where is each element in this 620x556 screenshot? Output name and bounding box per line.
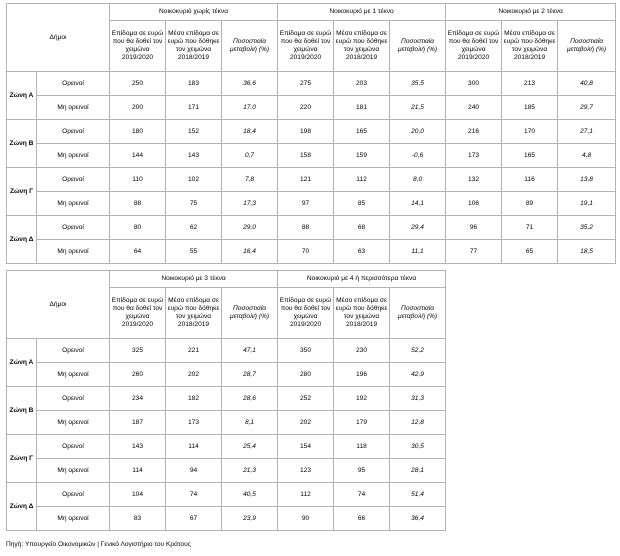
area-type-label: Μη ορεινοί xyxy=(37,240,110,264)
subsidy-value: 112 xyxy=(278,483,334,507)
percent-change-value: 29,7 xyxy=(558,96,616,120)
zone-label: Ζώνη Α xyxy=(7,72,37,120)
subsidy-value: 80 xyxy=(110,216,166,240)
table-row xyxy=(7,459,446,483)
subsidy-value: 154 xyxy=(278,435,334,459)
percent-change-value: 20,0 xyxy=(390,120,446,144)
subsidy-value: 280 xyxy=(278,363,334,387)
subsidy-value: 170 xyxy=(502,120,558,144)
table-1-body xyxy=(7,4,616,264)
zone-label: Ζώνη Δ xyxy=(7,216,37,264)
subsidy-value: 158 xyxy=(278,144,334,168)
subsidy-value: 110 xyxy=(110,168,166,192)
subsidy-value: 203 xyxy=(334,72,390,96)
subsidy-value: 63 xyxy=(334,240,390,264)
percent-change-value: 18,5 xyxy=(558,240,616,264)
percent-change-value: 51,4 xyxy=(390,483,446,507)
percent-change-value: -0,6 xyxy=(390,144,446,168)
subsidy-value: 104 xyxy=(110,483,166,507)
household-group-header: Νοικοκυριό με 3 τέκνα xyxy=(110,271,278,288)
area-type-label: Ορεινοί xyxy=(37,339,110,363)
subsidy-value: 350 xyxy=(278,339,334,363)
subsidy-value: 143 xyxy=(110,435,166,459)
percent-change-value: 35,2 xyxy=(558,216,616,240)
header-percent-change: Ποσοστιαία μεταβολή (%) xyxy=(390,288,446,339)
area-type-label: Μη ορεινοί xyxy=(37,144,110,168)
percent-change-value: 29,4 xyxy=(390,216,446,240)
subsidy-value: 152 xyxy=(166,120,222,144)
table-row xyxy=(7,363,446,387)
table-row xyxy=(7,192,616,216)
percent-change-value: 30,5 xyxy=(390,435,446,459)
percent-change-value: 28,7 xyxy=(222,363,278,387)
percent-change-value: 29,0 xyxy=(222,216,278,240)
header-current-subsidy: Επίδομα σε ευρώ που θα δοθεί τον χειμώνα 2019/2020 xyxy=(278,21,334,72)
header-current-subsidy: Επίδομα σε ευρώ που θα δοθεί τον χειμώνα 2019/2020 xyxy=(278,288,334,339)
subsidy-value: 250 xyxy=(110,72,166,96)
percent-change-value: 14,1 xyxy=(390,192,446,216)
area-type-label: Μη ορεινοί xyxy=(37,96,110,120)
corner-label: Δήμοι xyxy=(7,271,110,339)
subsidy-value: 74 xyxy=(334,483,390,507)
percent-change-value: 28,6 xyxy=(222,387,278,411)
percent-change-value: 40,8 xyxy=(558,72,616,96)
subsidy-value: 181 xyxy=(334,96,390,120)
subsidy-value: 325 xyxy=(110,339,166,363)
subsidy-table-2 xyxy=(6,270,446,531)
percent-change-value: 36,4 xyxy=(390,507,446,531)
subsidy-value: 216 xyxy=(446,120,502,144)
subsidy-value: 114 xyxy=(110,459,166,483)
subsidy-value: 106 xyxy=(446,192,502,216)
household-group-header: Νοικοκυριό χωρίς τέκνα xyxy=(110,4,278,21)
subsidy-value: 202 xyxy=(166,363,222,387)
area-type-label: Ορεινοί xyxy=(37,216,110,240)
percent-change-value: 11,1 xyxy=(390,240,446,264)
subsidy-value: 96 xyxy=(446,216,502,240)
percent-change-value: 31,3 xyxy=(390,387,446,411)
subsidy-value: 121 xyxy=(278,168,334,192)
subsidy-value: 66 xyxy=(334,507,390,531)
percent-change-value: 16,4 xyxy=(222,240,278,264)
subsidy-value: 230 xyxy=(334,339,390,363)
source-note: Πηγή: Υπουργείο Οικονομικών | Γενικό Λογιστήριο του Κράτους xyxy=(6,541,191,548)
subsidy-value: 192 xyxy=(334,387,390,411)
subsidy-value: 183 xyxy=(166,72,222,96)
subsidy-value: 85 xyxy=(334,192,390,216)
percent-change-value: 4,8 xyxy=(558,144,616,168)
subsidy-value: 240 xyxy=(446,96,502,120)
subsidy-value: 71 xyxy=(502,216,558,240)
subsidy-value: 180 xyxy=(110,120,166,144)
subsidy-value: 74 xyxy=(166,483,222,507)
percent-change-value: 21,5 xyxy=(390,96,446,120)
percent-change-value: 28,1 xyxy=(390,459,446,483)
table-row xyxy=(7,144,616,168)
percent-change-value: 17,3 xyxy=(222,192,278,216)
subsidy-value: 95 xyxy=(334,459,390,483)
header-previous-subsidy: Μέσο επίδομα σε ευρώ που δόθηκε τον χειμώνα 2018/2019 xyxy=(502,21,558,72)
percent-change-value: 52,2 xyxy=(390,339,446,363)
percent-change-value: 12,8 xyxy=(390,411,446,435)
percent-change-value: 0,7 xyxy=(222,144,278,168)
header-percent-change: Ποσοστιαία μεταβολή (%) xyxy=(222,288,278,339)
area-type-label: Ορεινοί xyxy=(37,168,110,192)
subsidy-value: 165 xyxy=(502,144,558,168)
percent-change-value: 18,4 xyxy=(222,120,278,144)
table-row xyxy=(7,435,446,459)
percent-change-value: 19,1 xyxy=(558,192,616,216)
header-current-subsidy: Επίδομα σε ευρώ που θα δοθεί τον χειμώνα 2019/2020 xyxy=(110,21,166,72)
percent-change-value: 40,5 xyxy=(222,483,278,507)
subsidy-table-1 xyxy=(6,3,616,264)
subsidy-value: 144 xyxy=(110,144,166,168)
subsidy-value: 173 xyxy=(166,411,222,435)
subsidy-value: 88 xyxy=(110,192,166,216)
percent-change-value: 8,1 xyxy=(222,411,278,435)
subsidy-value: 171 xyxy=(166,96,222,120)
corner-label: Δήμοι xyxy=(7,4,110,72)
table-row xyxy=(7,240,616,264)
zone-label: Ζώνη Γ xyxy=(7,435,37,483)
subsidy-value: 200 xyxy=(110,96,166,120)
subsidy-value: 182 xyxy=(166,387,222,411)
zone-label: Ζώνη Γ xyxy=(7,168,37,216)
subsidy-value: 83 xyxy=(110,507,166,531)
zone-label: Ζώνη Β xyxy=(7,120,37,168)
percent-change-value: 8,0 xyxy=(390,168,446,192)
percent-change-value: 17,0 xyxy=(222,96,278,120)
percent-change-value: 27,1 xyxy=(558,120,616,144)
subsidy-value: 90 xyxy=(278,507,334,531)
header-percent-change: Ποσοστιαία μεταβολή (%) xyxy=(222,21,278,72)
percent-change-value: 47,1 xyxy=(222,339,278,363)
area-type-label: Ορεινοί xyxy=(37,483,110,507)
header-previous-subsidy: Μέσο επίδομα σε ευρώ που δόθηκε τον χειμώνα 2018/2019 xyxy=(334,288,390,339)
subsidy-value: 116 xyxy=(502,168,558,192)
subsidy-value: 165 xyxy=(334,120,390,144)
household-group-header: Νοικοκυριό με 4 ή περισσότερα τέκνα xyxy=(278,271,446,288)
subsidy-value: 179 xyxy=(334,411,390,435)
subsidy-value: 75 xyxy=(166,192,222,216)
header-previous-subsidy: Μέσο επίδομα σε ευρώ που δόθηκε τον χειμώνα 2018/2019 xyxy=(166,288,222,339)
table-row xyxy=(7,483,446,507)
zone-label: Ζώνη Α xyxy=(7,339,37,387)
percent-change-value: 35,5 xyxy=(390,72,446,96)
percent-change-value: 36,6 xyxy=(222,72,278,96)
subsidy-value: 55 xyxy=(166,240,222,264)
table-2-body xyxy=(7,271,446,531)
subsidy-value: 118 xyxy=(334,435,390,459)
percent-change-value: 13,8 xyxy=(558,168,616,192)
area-type-label: Ορεινοί xyxy=(37,387,110,411)
subsidy-value: 114 xyxy=(166,435,222,459)
percent-change-value: 7,8 xyxy=(222,168,278,192)
table-row xyxy=(7,507,446,531)
subsidy-value: 300 xyxy=(446,72,502,96)
percent-change-value: 21,3 xyxy=(222,459,278,483)
table-row xyxy=(7,411,446,435)
subsidy-value: 173 xyxy=(446,144,502,168)
table-row xyxy=(7,120,616,144)
subsidy-value: 187 xyxy=(110,411,166,435)
area-type-label: Ορεινοί xyxy=(37,120,110,144)
table-row xyxy=(7,96,616,120)
header-previous-subsidy: Μέσο επίδομα σε ευρώ που δόθηκε τον χειμώνα 2018/2019 xyxy=(166,21,222,72)
area-type-label: Μη ορεινοί xyxy=(37,411,110,435)
subsidy-value: 202 xyxy=(278,411,334,435)
subsidy-value: 213 xyxy=(502,72,558,96)
header-percent-change: Ποσοστιαία μεταβολή (%) xyxy=(390,21,446,72)
table-row xyxy=(7,72,616,96)
subsidy-value: 67 xyxy=(166,507,222,531)
household-group-header: Νοικοκυριό με 1 τέκνο xyxy=(278,4,446,21)
table-row xyxy=(7,387,446,411)
subsidy-value: 65 xyxy=(502,240,558,264)
area-type-label: Μη ορεινοί xyxy=(37,363,110,387)
area-type-label: Ορεινοί xyxy=(37,435,110,459)
subsidy-value: 64 xyxy=(110,240,166,264)
subsidy-value: 70 xyxy=(278,240,334,264)
percent-change-value: 42,9 xyxy=(390,363,446,387)
subsidy-value: 102 xyxy=(166,168,222,192)
subsidy-value: 275 xyxy=(278,72,334,96)
table-row xyxy=(7,168,616,192)
household-group-header: Νοικοκυριό με 2 τέκνα xyxy=(446,4,616,21)
header-current-subsidy: Επίδομα σε ευρώ που θα δοθεί τον χειμώνα 2019/2020 xyxy=(446,21,502,72)
subsidy-value: 221 xyxy=(166,339,222,363)
header-percent-change: Ποσοστιαία μεταβολή (%) xyxy=(558,21,616,72)
subsidy-value: 260 xyxy=(110,363,166,387)
area-type-label: Μη ορεινοί xyxy=(37,192,110,216)
subsidy-value: 234 xyxy=(110,387,166,411)
subsidy-value: 198 xyxy=(278,120,334,144)
subsidy-value: 97 xyxy=(278,192,334,216)
subsidy-value: 88 xyxy=(278,216,334,240)
header-previous-subsidy: Μέσο επίδομα σε ευρώ που δόθηκε τον χειμώνα 2018/2019 xyxy=(334,21,390,72)
subsidy-value: 132 xyxy=(446,168,502,192)
subsidy-value: 112 xyxy=(334,168,390,192)
subsidy-value: 143 xyxy=(166,144,222,168)
table-row xyxy=(7,339,446,363)
subsidy-value: 123 xyxy=(278,459,334,483)
subsidy-value: 62 xyxy=(166,216,222,240)
subsidy-value: 185 xyxy=(502,96,558,120)
table-row xyxy=(7,216,616,240)
header-current-subsidy: Επίδομα σε ευρώ που θα δοθεί τον χειμώνα 2019/2020 xyxy=(110,288,166,339)
zone-label: Ζώνη Β xyxy=(7,387,37,435)
subsidy-value: 77 xyxy=(446,240,502,264)
subsidy-value: 159 xyxy=(334,144,390,168)
area-type-label: Μη ορεινοί xyxy=(37,459,110,483)
subsidy-value: 196 xyxy=(334,363,390,387)
subsidy-value: 252 xyxy=(278,387,334,411)
percent-change-value: 23,9 xyxy=(222,507,278,531)
subsidy-value: 68 xyxy=(334,216,390,240)
zone-label: Ζώνη Δ xyxy=(7,483,37,531)
percent-change-value: 25,4 xyxy=(222,435,278,459)
area-type-label: Μη ορεινοί xyxy=(37,507,110,531)
subsidy-value: 220 xyxy=(278,96,334,120)
subsidy-value: 89 xyxy=(502,192,558,216)
group-header-row xyxy=(7,4,616,21)
area-type-label: Ορεινοί xyxy=(37,72,110,96)
group-header-row xyxy=(7,271,446,288)
subsidy-value: 94 xyxy=(166,459,222,483)
